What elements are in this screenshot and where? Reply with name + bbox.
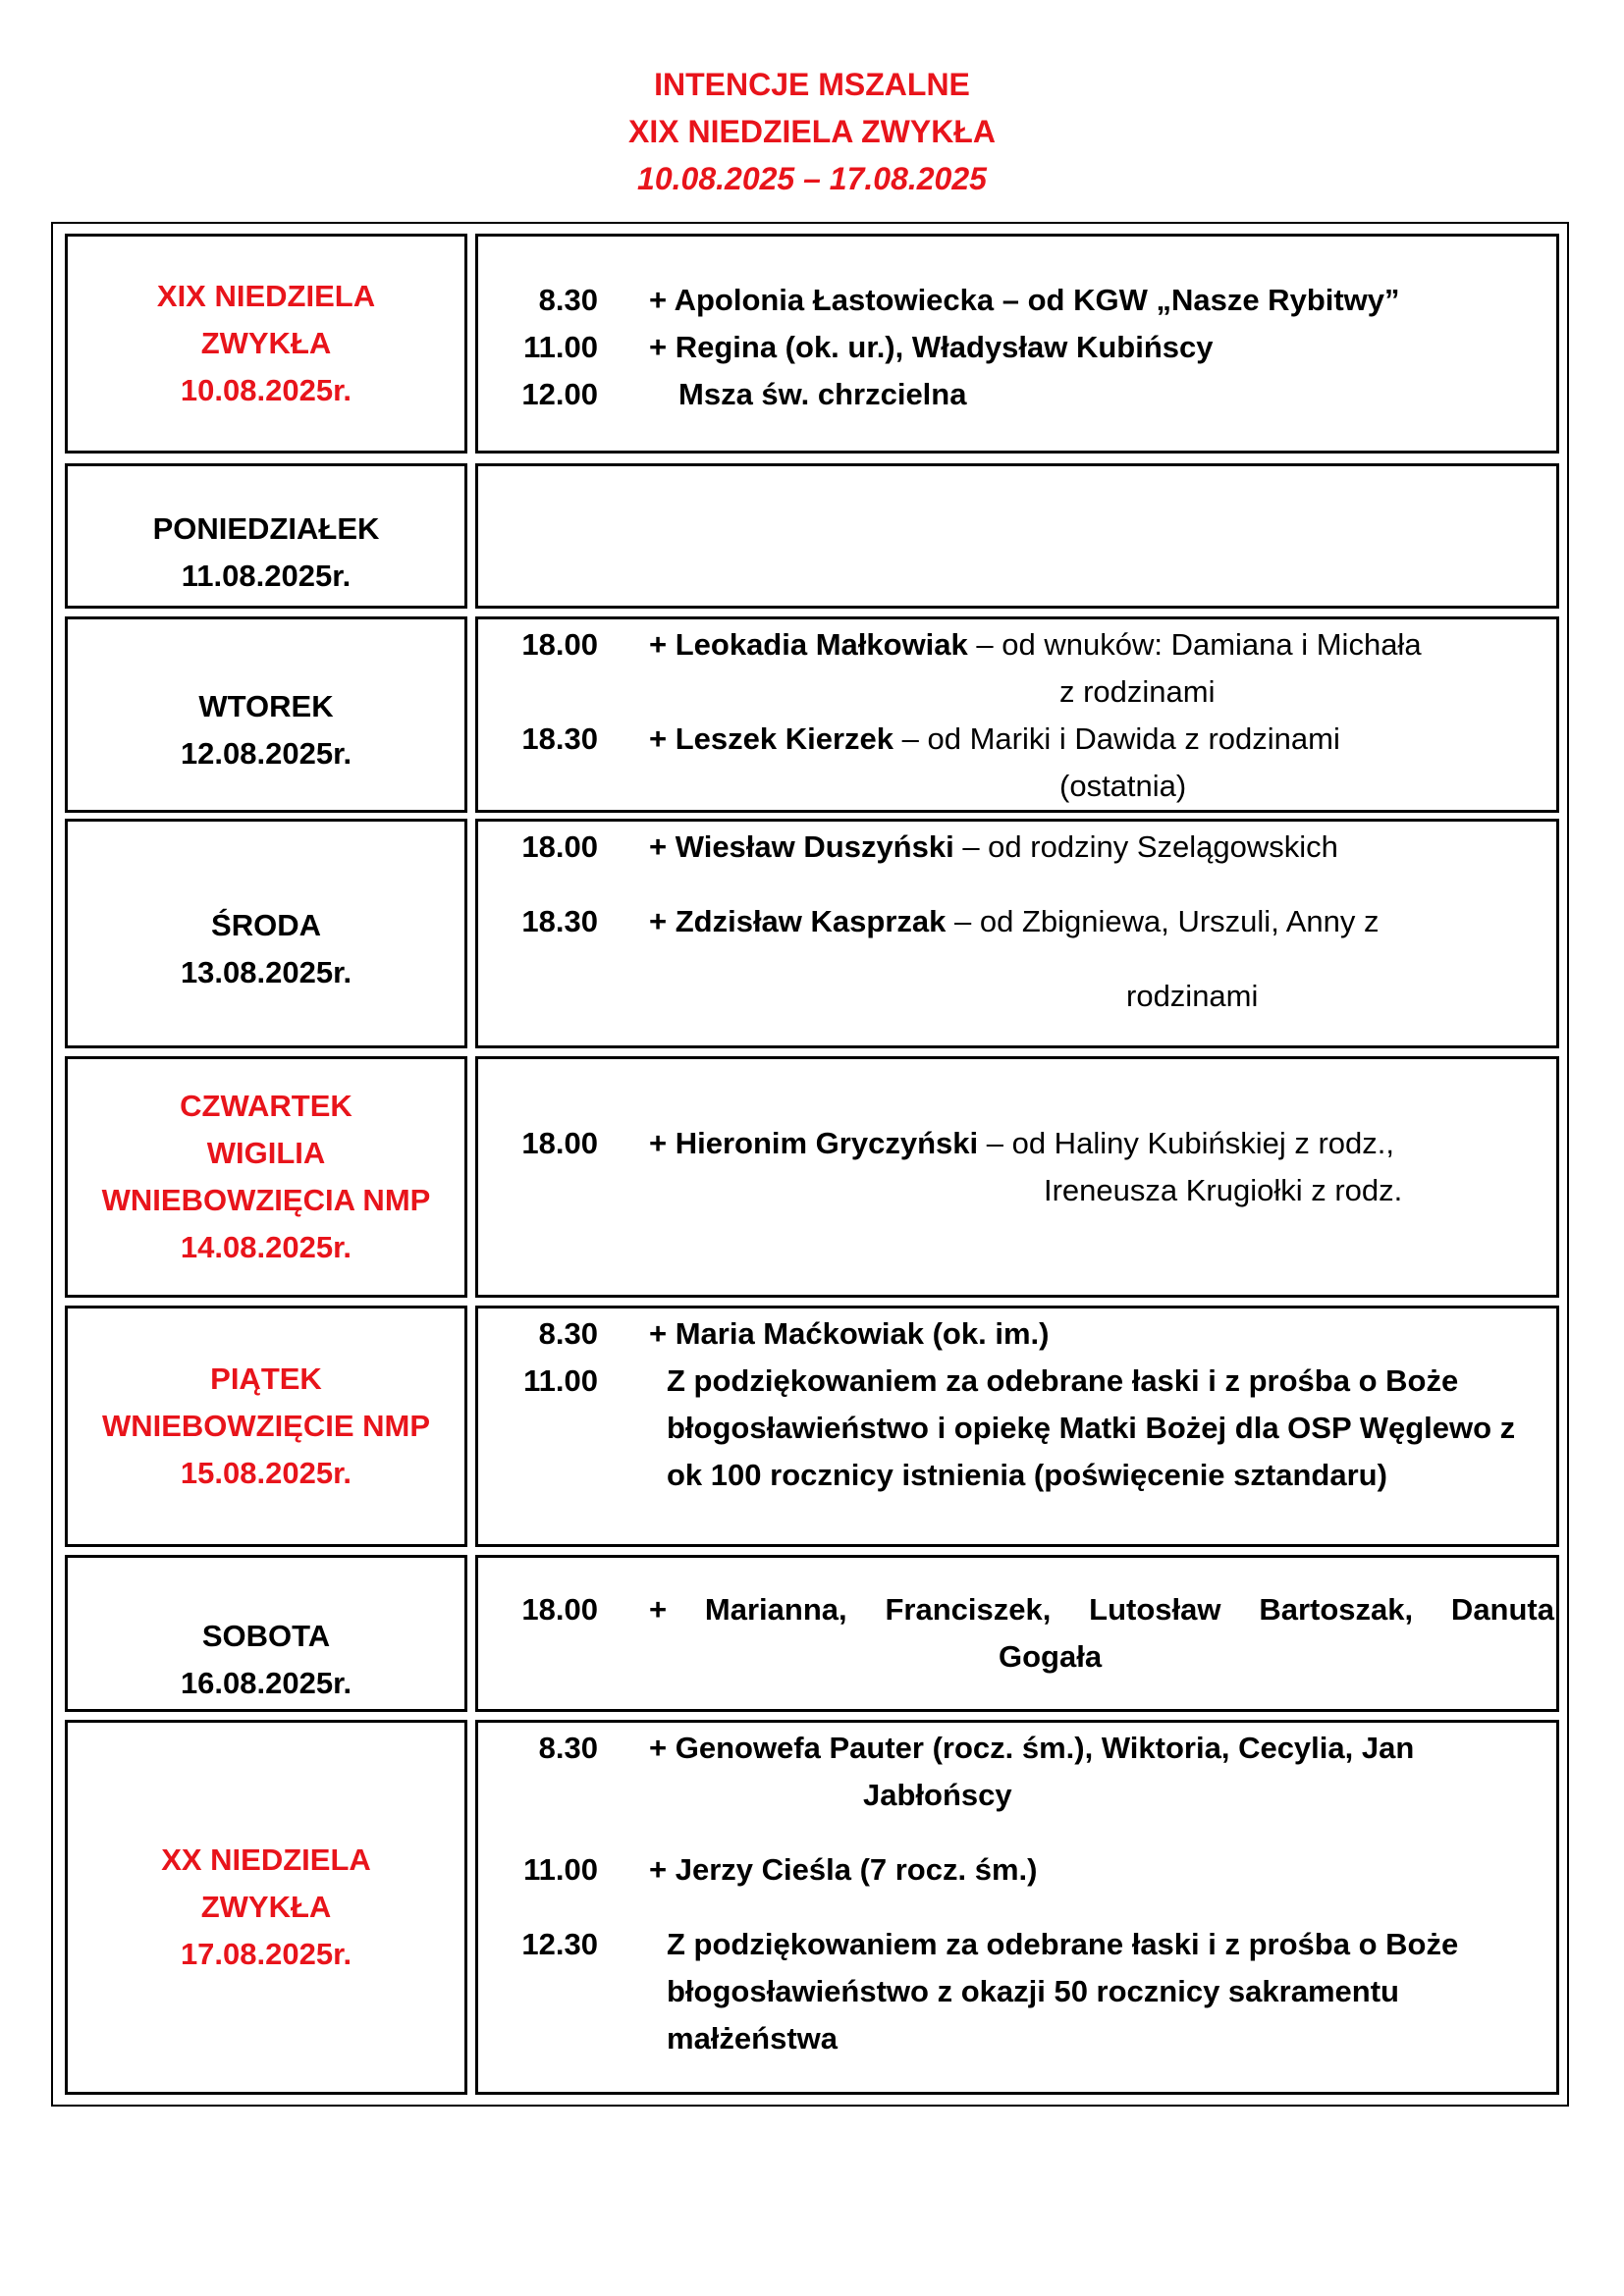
intention-text: Z podziękowaniem za odebrane łaski i z prośba o Boże błogosławieństwo z okazji 50 rocznicy sakramentu małżeństwa: [667, 1927, 1459, 2056]
mass-time: 8.30: [538, 283, 598, 317]
table-row: [53, 463, 1571, 609]
intention-text: + Zdzisław Kasprzak – od Zbigniewa, Urszuli, Anny z rodzinami: [649, 904, 1380, 1013]
table-row: [53, 1555, 1571, 1712]
intentions-cell: [475, 463, 1559, 609]
intentions-cell: [475, 616, 1559, 813]
header-title: INTENCJE MSZALNE: [654, 67, 970, 102]
intention-text: Z podziękowaniem za odebrane łaski i z prośba o Boże błogosławieństwo i opiekę Matki Bożej dla OSP Węglewo z ok 100 rocznicy istnienia (poświęcenie sztandaru): [667, 1363, 1516, 1492]
intentions-cell: [475, 1056, 1559, 1298]
intention-text: + Apolonia Łastowiecka – od KGW „Nasze Rybitwy”: [649, 283, 1400, 317]
day-cell: [65, 463, 467, 609]
header-subtitle: XIX NIEDZIELA ZWYKŁA: [628, 114, 996, 149]
mass-time: 18.30: [521, 721, 598, 756]
intentions-table: [51, 222, 1569, 2107]
day-label: CZWARTEK WIGILIA WNIEBOWZIĘCIA NMP 14.08.2025r.: [101, 1089, 431, 1264]
table-row: [53, 819, 1571, 1048]
intention-text: + Marianna, Franciszek, Lutosław Bartoszak, Danuta Gogała: [649, 1592, 1554, 1674]
intentions-cell: [475, 819, 1559, 1048]
day-label: SOBOTA 16.08.2025r.: [180, 1619, 352, 1700]
document-header: [0, 61, 1624, 202]
mass-time: 18.30: [521, 904, 598, 938]
intention-text: + Maria Maćkowiak (ok. im.): [649, 1316, 1050, 1351]
intention-text: + Genowefa Pauter (rocz. śm.), Wiktoria, Cecylia, Jan Jabłońscy: [649, 1731, 1415, 1812]
mass-time: 11.00: [523, 330, 598, 364]
table-row: [53, 1306, 1571, 1547]
mass-time: 11.00: [523, 1852, 598, 1887]
mass-time: 11.00: [523, 1363, 598, 1398]
table-row: [53, 1056, 1571, 1298]
intention-text: + Leszek Kierzek – od Mariki i Dawida z rodzinami (ostatnia): [649, 721, 1340, 803]
intention-text: + Leokadia Małkowiak – od wnuków: Damiana i Michała z rodzinami: [649, 627, 1422, 709]
intentions-cell: [475, 1555, 1559, 1712]
mass-time: 8.30: [538, 1316, 598, 1351]
day-label: ŚRODA 13.08.2025r.: [180, 908, 352, 989]
day-cell: [65, 819, 467, 1048]
intention-text: Msza św. chrzcielna: [678, 377, 967, 411]
mass-time: 12.30: [521, 1927, 598, 1961]
day-cell: [65, 616, 467, 813]
day-label: PONIEDZIAŁEK 11.08.2025r.: [152, 511, 380, 593]
mass-time: 18.00: [521, 829, 598, 864]
intentions-cell: [475, 1306, 1559, 1547]
intentions-cell: [475, 234, 1559, 454]
day-cell: [65, 1056, 467, 1298]
mass-time: 12.00: [521, 377, 598, 411]
mass-time: 8.30: [538, 1731, 598, 1765]
mass-time: 18.00: [521, 1592, 598, 1627]
day-label: PIĄTEK WNIEBOWZIĘCIE NMP 15.08.2025r.: [101, 1362, 431, 1490]
day-cell: [65, 1555, 467, 1712]
table-row: [53, 616, 1571, 813]
day-cell: [65, 1720, 467, 2095]
intentions-cell: [475, 1720, 1559, 2095]
mass-time: 18.00: [521, 627, 598, 662]
day-label: WTOREK 12.08.2025r.: [180, 689, 352, 771]
intention-text: + Hieronim Gryczyński – od Haliny Kubińskiej z rodz., Ireneusza Krugiołki z rodz.: [649, 1126, 1403, 1207]
intention-text: + Regina (ok. ur.), Władysław Kubińscy: [649, 330, 1214, 364]
intention-text: + Wiesław Duszyński – od rodziny Szelągowskich: [649, 829, 1338, 864]
day-cell: [65, 234, 467, 454]
table-row: [53, 1720, 1571, 2095]
mass-time: 18.00: [521, 1126, 598, 1160]
intention-text: + Jerzy Cieśla (7 rocz. śm.): [649, 1852, 1038, 1887]
day-cell: [65, 1306, 467, 1547]
day-label: XX NIEDZIELA ZWYKŁA 17.08.2025r.: [161, 1842, 371, 1971]
table-row: [53, 234, 1571, 454]
day-label: XIX NIEDZIELA ZWYKŁA 10.08.2025r.: [156, 279, 376, 407]
header-dates: 10.08.2025 – 17.08.2025: [637, 161, 987, 196]
